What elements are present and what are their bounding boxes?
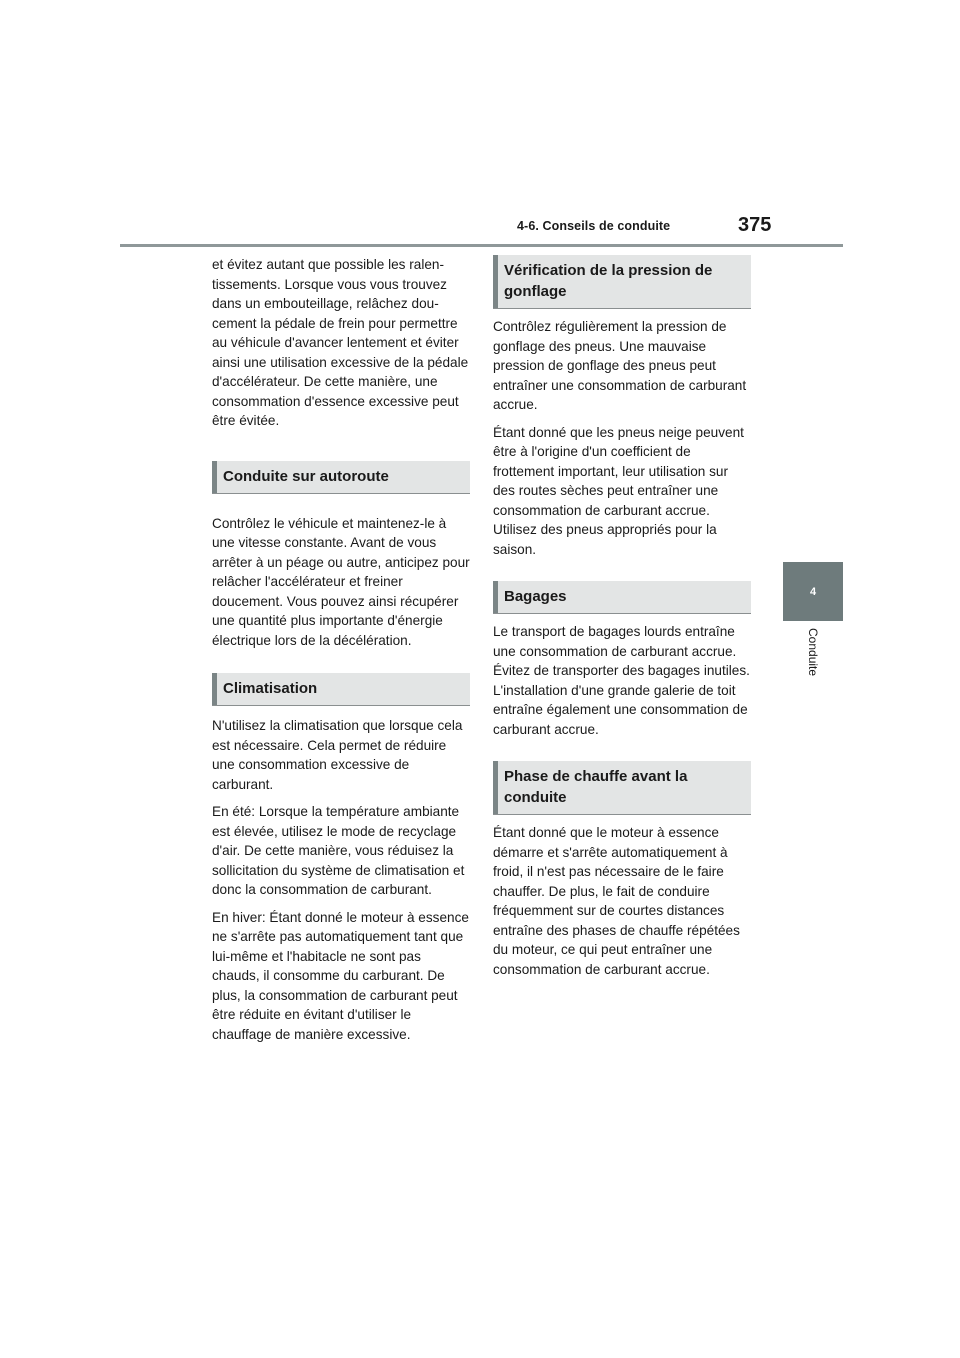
chapter-label: Conduite <box>806 628 820 677</box>
warmup-paragraph: Étant donné que le moteur à essence démarre et s'arrête automatiquement à froid, il n'est pas nécessaire de le faire chauffer. De plus, le fait de conduire fréquemment sur de courtes distances entraîne des phases de chauffe répétées du moteur, ce qui peut entraîner une consommation de carburant accrue. <box>493 825 740 977</box>
header-divider <box>120 244 843 247</box>
tire-paragraph-1: Contrôlez régulièrement la pression de gonflage des pneus. Une mauvaise pression de gonflage des pneus peut entraîner une consommation de carburant accrue. <box>493 319 747 412</box>
chapter-tab <box>783 562 843 621</box>
left-column <box>212 255 470 1052</box>
heading-highway: Conduite sur autoroute <box>212 461 470 494</box>
intro-paragraph: et évitez autant que possible les ralentissements. Lorsque vous vous trouvez dans un embouteillage, relâchez doucement la pédale de frein pour permettre au véhicule d'avancer lentement et éviter ainsi une utilisation excessive de la pédale d'accélérateur. De cette manière, une consommation d'essence excessive peut être évitée. <box>212 257 469 428</box>
ac-paragraph-1: N'utilisez la climatisation que lorsque cela est nécessaire. Cela permet de réduire une consommation excessive de carburant. <box>212 718 463 792</box>
section-title: 4-6. Conseils de conduite <box>517 219 671 233</box>
heading-warmup: Phase de chauffe avant la conduite <box>493 761 751 815</box>
ac-paragraph-2: En été: Lorsque la température ambiante est élevée, utilisez le mode de recyclage d'air. De cette manière, vous réduisez la sollicitation du système de climatisation et donc la consommation de carburant. <box>212 804 465 897</box>
luggage-paragraph: Le transport de bagages lourds entraîne une consommation de carburant accrue. Évitez de transporter des bagages inutiles. L'installation d'une grande galerie de toit entraîne également une consommation de carburant accrue. <box>493 624 750 737</box>
right-column <box>493 255 751 987</box>
heading-tire-pressure: Vérification de la pression de gonflage <box>493 255 751 309</box>
heading-luggage: Bagages <box>493 581 751 614</box>
highway-paragraph: Contrôlez le véhicule et maintenez-le à une vitesse constante. Avant de vous arrêter à un péage ou autre, anticipez pour relâcher l'accélérateur et freiner doucement. Vous pouvez ainsi récupérer une quantité plus importante d'énergie électrique lors de la décélération. <box>212 515 470 648</box>
heading-climatisation: Climatisation <box>212 673 470 706</box>
tire-paragraph-2: Étant donné que les pneus neige peuvent être à l'origine d'un coefficient de frottement important, leur utilisation sur des routes sèches peut entraîner une consommation de carburant accrue. Utilisez des pneus appropriés pour la saison. <box>493 424 744 557</box>
chapter-number: 4 <box>809 585 817 598</box>
ac-paragraph-3: En hiver: Étant donné le moteur à essence ne s'arrête pas automatiquement tant que lui-même et l'habitacle ne sont pas chauds, il consomme du carburant. De plus, la consommation de carburant peut être réduite en évitant d'utiliser le chauffage de manière excessive. <box>212 909 469 1042</box>
page-number: 375 <box>738 214 772 236</box>
